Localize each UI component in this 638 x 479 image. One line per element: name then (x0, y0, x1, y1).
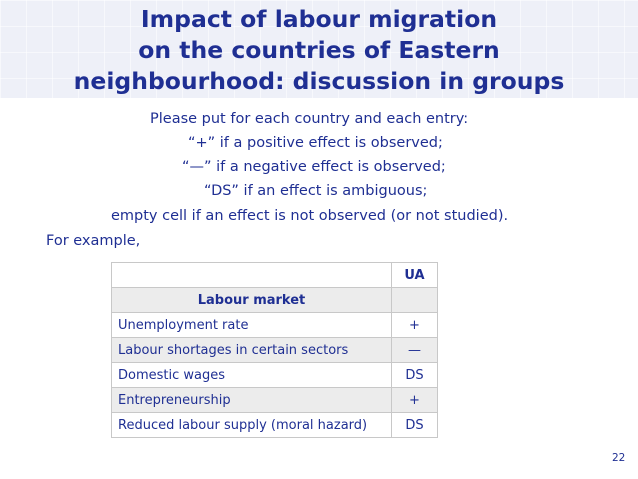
row-value: DS (392, 363, 438, 388)
country-header: UA (392, 263, 438, 288)
row-label: Domestic wages (112, 363, 392, 388)
row-value: + (392, 313, 438, 338)
title-line-2: on the countries of Eastern (138, 36, 500, 64)
example-label: For example, (46, 233, 141, 249)
table-row (112, 388, 438, 413)
title-line-3: neighbourhood: discussion in groups (73, 67, 565, 95)
instruction-negative: “—” if a negative effect is observed; (182, 159, 446, 175)
row-label: Entrepreneurship (112, 388, 392, 413)
page-number: 22 (612, 452, 626, 464)
table-row (112, 413, 438, 438)
title-line-1: Impact of labour migration (140, 5, 498, 33)
table-row (112, 313, 438, 338)
table-header-row (112, 263, 438, 288)
row-value: DS (392, 413, 438, 438)
instruction-intro: Please put for each country and each entry: (150, 111, 469, 127)
instruction-ambiguous: “DS” if an effect is ambiguous; (204, 183, 428, 199)
header-blank-cell (112, 263, 392, 288)
row-label: Unemployment rate (112, 313, 392, 338)
row-label: Reduced labour supply (moral hazard) (112, 413, 392, 438)
row-value: + (392, 388, 438, 413)
instruction-empty: empty cell if an effect is not observed (or not studied). (111, 208, 509, 224)
row-label: Labour shortages in certain sectors (112, 338, 392, 363)
example-table (111, 262, 438, 438)
instruction-positive: “+” if a positive effect is observed; (188, 135, 443, 151)
section-row (112, 288, 438, 313)
table-row (112, 363, 438, 388)
section-label: Labour market (112, 288, 392, 313)
slide-title (0, 4, 638, 97)
table-row (112, 338, 438, 363)
row-value: — (392, 338, 438, 363)
section-blank-cell (392, 288, 438, 313)
